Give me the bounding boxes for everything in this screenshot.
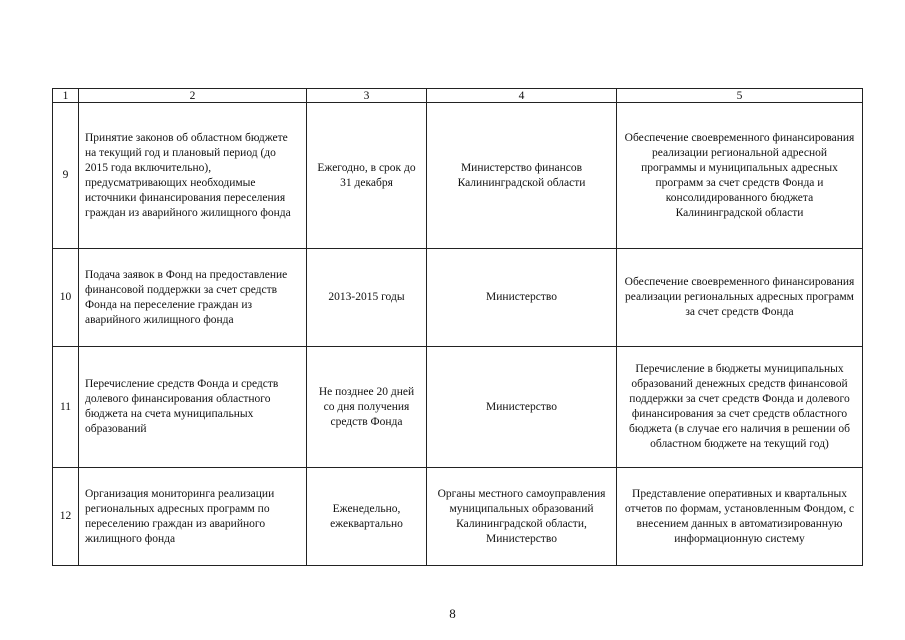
table-row [53,347,863,468]
executor-cell: Министерство [427,347,617,468]
term-cell: Не позднее 20 дней со дня получения средств Фонда [307,347,427,468]
row-number: 9 [53,103,79,249]
table-row [53,103,863,249]
row-number: 11 [53,347,79,468]
measure-cell: Принятие законов об областном бюджете на текущий год и плановый период (до 2015 года включительно), предусматривающих необходимые источники финансирования переселения граждан из аварийного жилищного фонда [79,103,307,249]
result-cell: Обеспечение своевременного финансирования реализации региональных адресных программ за счет средств Фонда [617,249,863,347]
page-number: 8 [449,606,456,621]
measure-cell: Перечисление средств Фонда и средств долевого финансирования областного бюджета на счета муниципальных образований [79,347,307,468]
column-header-1: 1 [53,89,79,103]
term-cell: Ежегодно, в срок до 31 декабря [307,103,427,249]
column-header-4: 4 [427,89,617,103]
column-header-5: 5 [617,89,863,103]
column-header-3: 3 [307,89,427,103]
column-header-2: 2 [79,89,307,103]
result-cell: Представление оперативных и квартальных отчетов по формам, установленным Фондом, с внесением данных в автоматизированную информационную систему [617,468,863,566]
executor-cell: Министерство финансов Калининградской области [427,103,617,249]
result-cell: Обеспечение своевременного финансирования реализации региональной адресной программы и муниципальных адресных программ за счет средств Фонда и консолидированного бюджета Калининградской области [617,103,863,249]
term-cell: 2013-2015 годы [307,249,427,347]
executor-cell: Министерство [427,249,617,347]
table-row [53,249,863,347]
result-cell: Перечисление в бюджеты муниципальных образований денежных средств финансовой поддержки за счет средств Фонда и долевого финансирования за счет средств областного бюджета (в случае его наличия в решении об областном бюджете на текущий год) [617,347,863,468]
executor-cell: Органы местного самоуправления муниципальных образований Калининградской области, Министерство [427,468,617,566]
row-number: 10 [53,249,79,347]
measure-cell: Подача заявок в Фонд на предоставление финансовой поддержки за счет средств Фонда на переселение граждан из аварийного жилищного фонда [79,249,307,347]
measure-cell: Организация мониторинга реализации региональных адресных программ по переселению граждан из аварийного жилищного фонда [79,468,307,566]
table-header-row [53,89,863,103]
table-row [53,468,863,566]
term-cell: Еженедельно, ежеквартально [307,468,427,566]
row-number: 12 [53,468,79,566]
measures-table [52,88,863,566]
